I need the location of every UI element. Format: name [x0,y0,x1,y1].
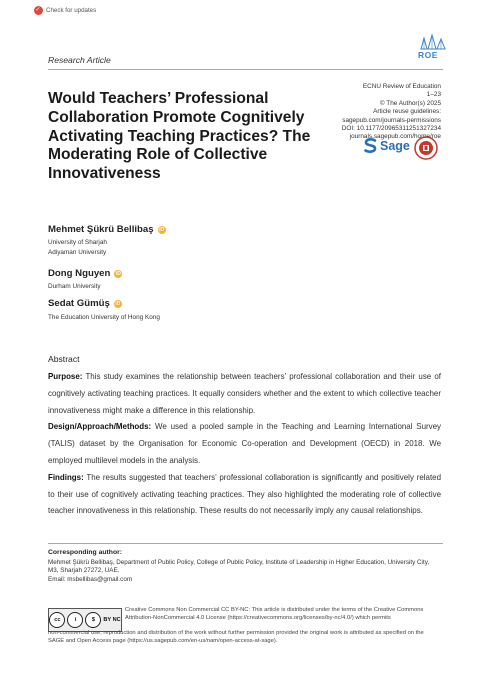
abstract-body [48,369,441,520]
cc-badge-text: BY NC [103,617,121,623]
university-seal-icon [414,136,438,160]
purpose-label: Purpose: [48,372,83,381]
design-text: We used a pooled sample in the Teaching and Learning International Survey (TALIS) dataset by the Organisation for Economic Co-operation and Development (OECD) in 2018. We employed multilevel models in the analysis. [48,422,441,465]
findings-label: Findings: [48,472,84,482]
footer-divider [48,543,443,544]
corresponding-author [48,559,440,584]
reuse-label: Article reuse guidelines: [373,108,441,116]
cc-icon: cc [49,612,65,628]
check-icon [34,6,43,15]
design-label: Design/Approach/Methods: [48,422,152,432]
reuse-link[interactable]: sagepub.com/journals-permissions [342,116,441,124]
check-for-updates-label: Check for updates [46,7,97,14]
doi[interactable]: DOI: 10.1177/20965311251327234 [341,125,441,133]
orcid-icon[interactable]: iD [115,300,121,307]
corresponding-author-email[interactable]: Email: msbellibas@gmail.com [48,575,133,583]
purpose-text: This study examines the relationship between teachers’ professional collaboration and their use of cognitively activating teaching practices. It equally considers whether and the extent to which collective teacher innovativeness might make a difference in this relationship. [48,372,441,415]
publisher-name: Sage [380,138,410,153]
cc-license-badge[interactable] [48,608,122,632]
findings-text: The results suggested that teachers’ professional collaboration is significantly and positively related to their use of cognitively activating teaching practices. They also highlighted the moderating role of collective teacher innovativeness in this relationship. These results do not necessarily imply any causal relationships. [48,472,442,516]
journal-logo-icon [418,34,448,50]
license-text-top: Creative Commons Non Commercial CC BY-NC: This article is distributed under the terms of the Creative Commons Attribution-NonCommercial 4.0 License (https://creativecommons.org/licenses/by-nc/4.0/) which permits [125,607,424,621]
author-name: Dong Nguyen iD [48,268,121,279]
page-range: 1–23 [426,91,441,99]
publisher-logo [364,138,410,153]
corresponding-author-address: Mehmet Şükrü Bellibaş, Department of Public Policy, College of Public Policy, Institute of Leadership in Higher Education, University City, M3, Sharjah 27272, UAE. [48,559,430,575]
article-title: Would Teachers’ Professional Collaboration Promote Cognitively Activating Teaching Practices? The Moderating Role of Collective Innovativeness [48,90,311,183]
orcid-icon[interactable]: iD [115,270,121,277]
header-divider [48,69,443,70]
check-for-updates-badge[interactable] [34,6,96,15]
journal-home-link[interactable]: journals.sagepub.com/home/roe [349,133,441,141]
nc-icon: $ [85,612,101,628]
abstract-heading: Abstract [48,354,80,364]
journal-logo-text: ROE [418,50,438,60]
sage-s-icon [364,138,377,153]
author-name: Mehmet Şükrü Bellibaş iD [48,224,165,235]
license-text-bottom: non-commercial use, reproduction and distribution of the work without further permission provided the original work is attributed as specified on the SAGE and Open Access page (https://us.sagepub.com/en-us/nam/open-access-at-sage). [48,630,424,644]
orcid-icon[interactable]: iD [159,226,165,233]
journal-name: ECNU Review of Education [362,83,441,90]
by-icon: i [67,612,83,628]
author-affiliations: Durham University [48,283,101,290]
copyright: © The Author(s) 2025 [379,99,441,107]
author-affiliations: The Education University of Hong Kong [48,314,160,321]
corresponding-author-heading: Corresponding author: [48,549,123,556]
author-name: Sedat Gümüş iD [48,298,121,309]
article-type: Research Article [48,55,111,65]
author-affiliations: University of Sharjah Adiyaman University [48,239,107,256]
